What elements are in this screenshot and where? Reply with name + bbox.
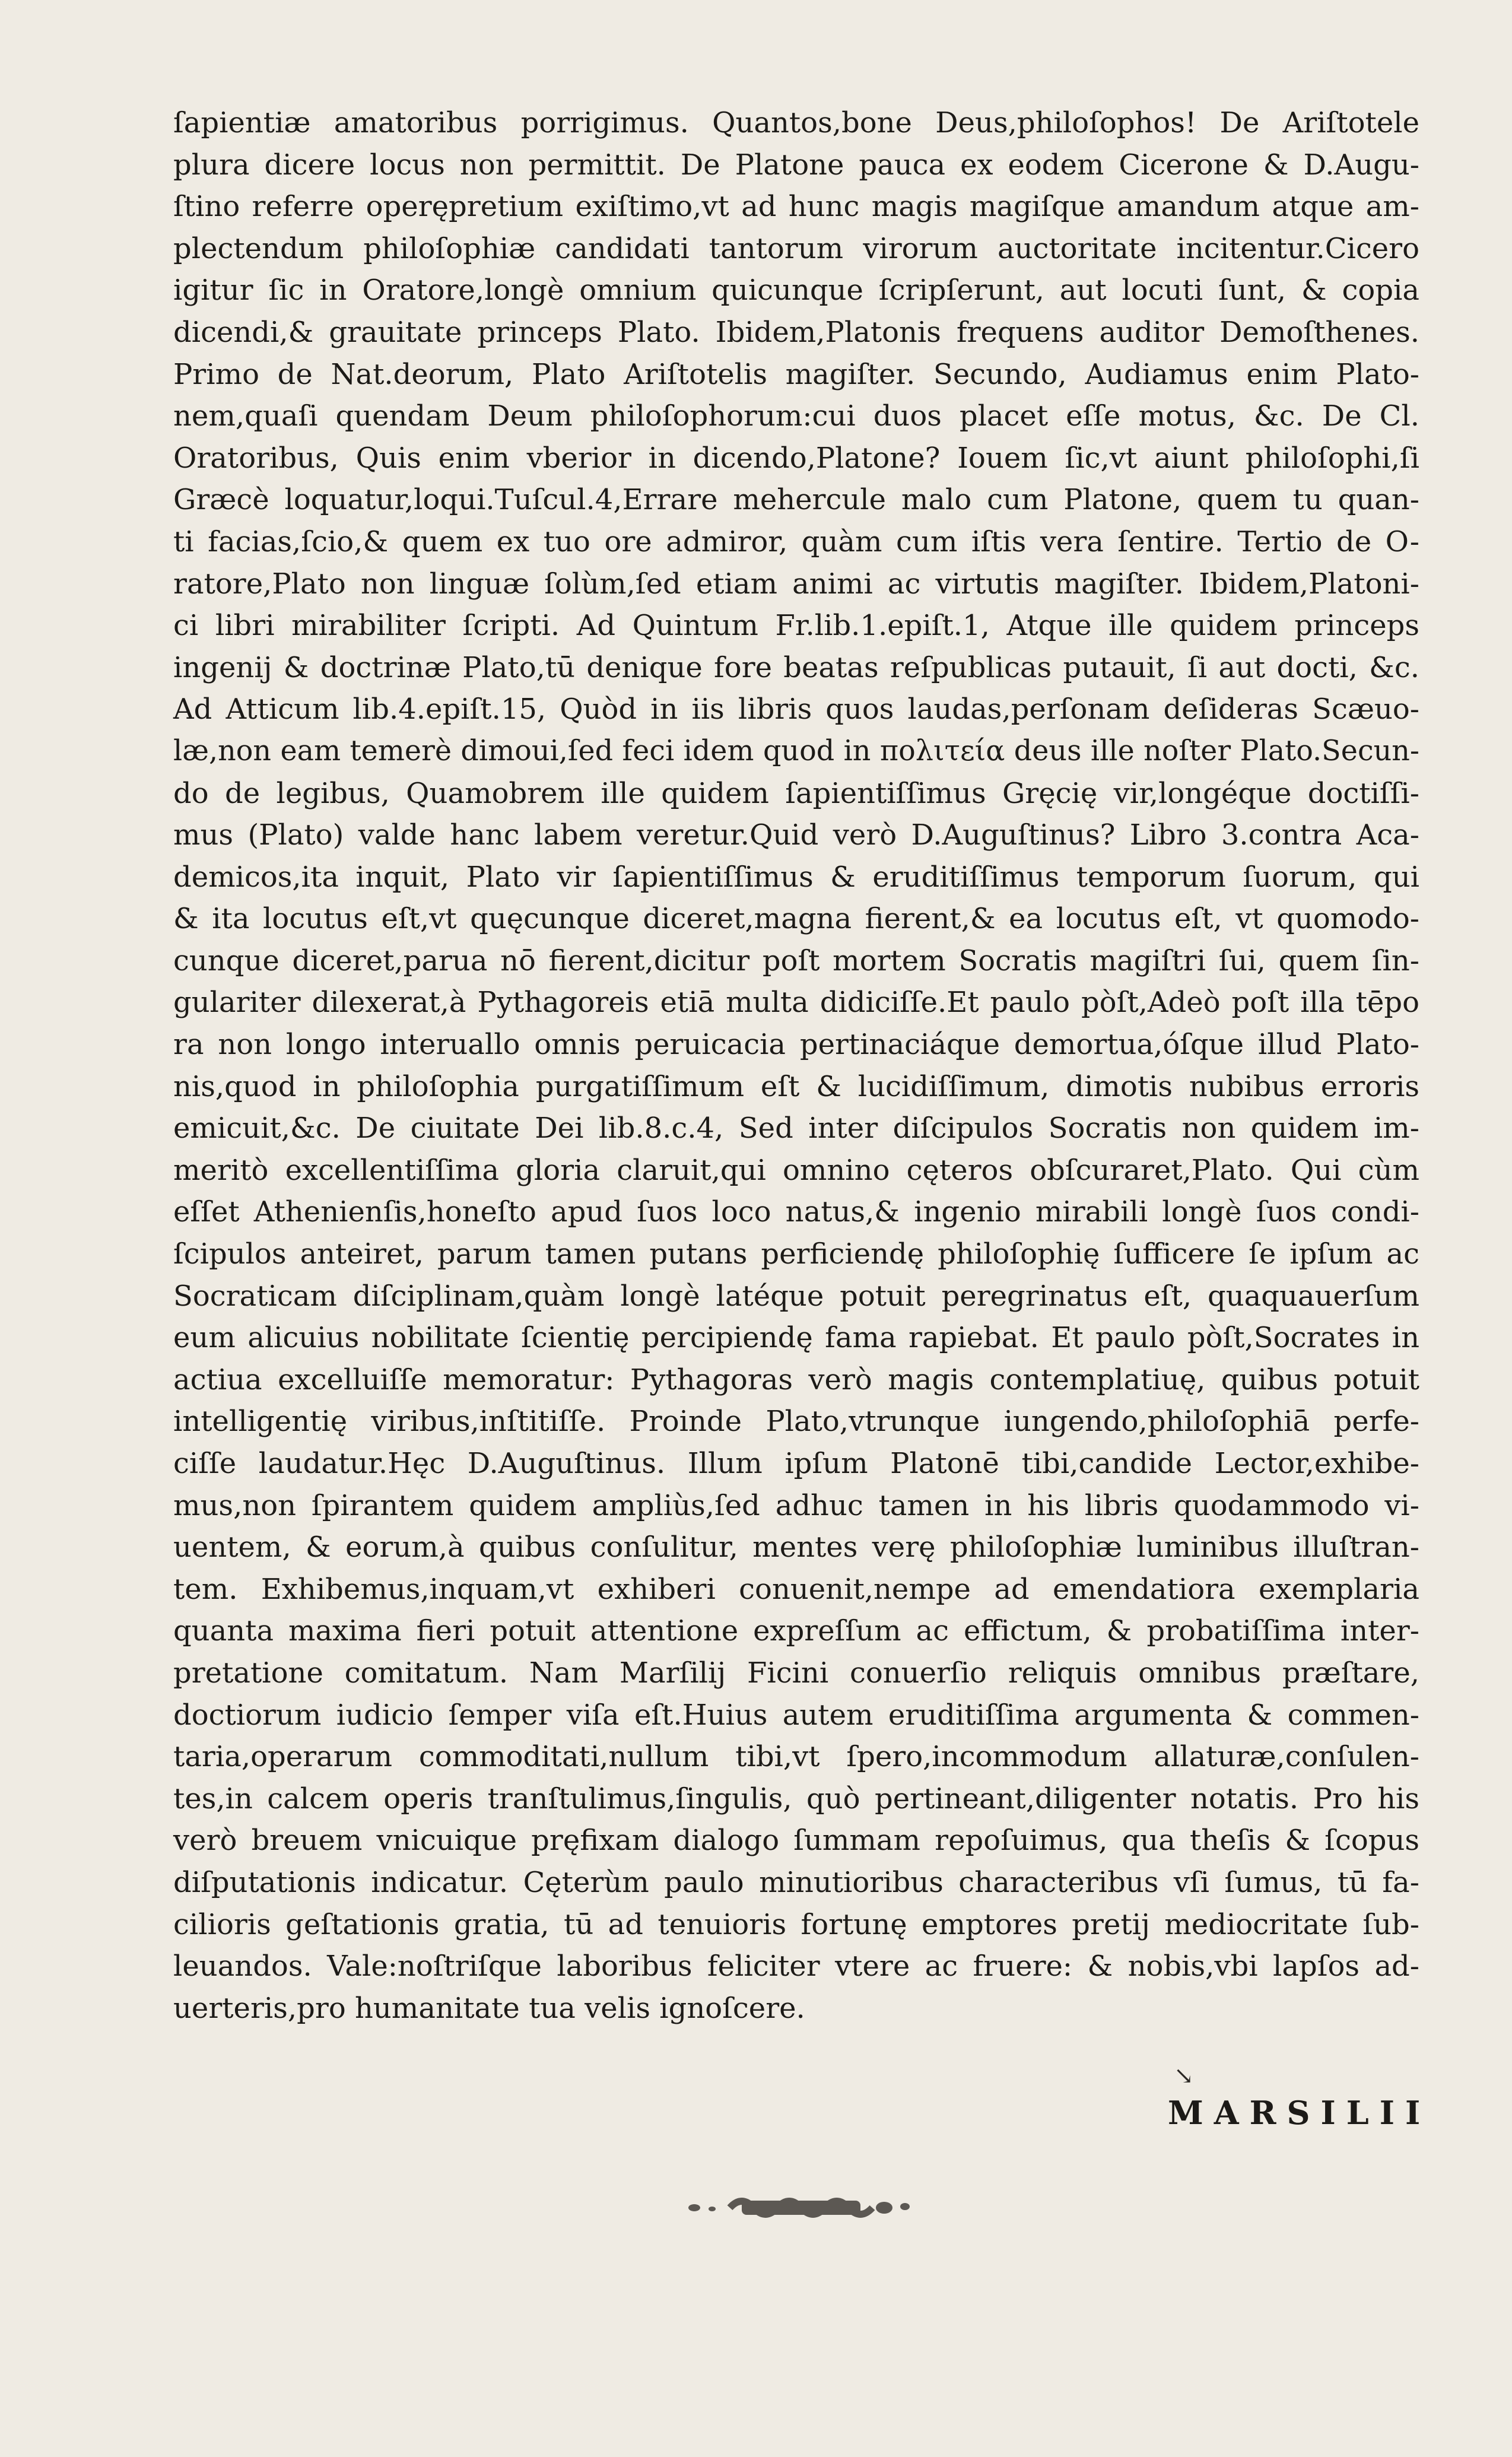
text-line: plura dicere locus non permittit. De Platone pauca ex eodem Cicerone & D.Augu- xyxy=(173,148,1419,182)
text-line: tes,in calcem operis tranſtulimus,ſingulis, quò pertineant,diligenter notatis. Pro his xyxy=(173,1782,1419,1815)
text-line: ſapientiæ amatoribus porrigimus. Quantos,bone Deus,philoſophos! De Ariſtotele xyxy=(173,106,1419,139)
text-line: do de legibus, Quamobrem ille quidem ſapientiſſimus Gręcię vir,longéque doctiſſi- xyxy=(173,776,1419,810)
text-line: ratore,Plato non linguæ ſolùm,ſed etiam animi ac virtutis magiſter. Ibidem,Platoni- xyxy=(173,567,1419,601)
text-line: ciſſe laudatur.Hęc D.Auguſtinus. Illum ipſum Platonē tibi,candide Lector,exhibe- xyxy=(173,1447,1419,1480)
text-line: tem. Exhibemus,inquam,vt exhiberi conuenit,nempe ad emendatiora exemplaria xyxy=(173,1572,1419,1606)
text-line: cunque diceret,parua nō fierent,dicitur poſt mortem Socratis magiſtri ſui, quem ſin- xyxy=(173,944,1419,977)
text-line: pretatione comitatum. Nam Marſilij Ficini conuerſio reliquis omnibus præſtare, xyxy=(173,1656,1419,1690)
text-line: mus (Plato) valde hanc labem veretur.Quid verò D.Auguſtinus? Libro 3.contra Aca- xyxy=(173,818,1419,852)
text-line: meritò excellentiſſima gloria claruit,qui omnino cęteros obſcuraret,Plato. Qui cùm xyxy=(173,1153,1419,1187)
text-line: uentem, & eorum,à quibus conſulitur, mentes verę philoſophiæ luminibus illuſtran- xyxy=(173,1531,1419,1564)
text-line: ingenij & doctrinæ Plato,tū denique fore beatas reſpublicas putauit, ſi aut docti, &c. xyxy=(173,650,1419,684)
text-line: demicos,ita inquit, Plato vir ſapientiſſimus & eruditiſſimus temporum ſuorum, qui xyxy=(173,860,1419,894)
text-line: læ,non eam temerè dimoui,ſed feci idem quod in πολιτεία deus ille noſter Plato.Secun- xyxy=(173,734,1419,767)
text-line: intelligentię viribus,inſtitiſſe. Proinde Plato,vtrunque iungendo,philoſophiā perfe- xyxy=(173,1405,1419,1439)
text-line: quanta maxima fieri potuit attentione expreſſum ac effictum, & probatiſſima inter- xyxy=(173,1614,1419,1648)
text-line: plectendum philoſophiæ candidati tantorum virorum auctoritate incitentur.Cicero xyxy=(173,231,1419,265)
text-line: & ita locutus eſt,vt quęcunque diceret,magna fierent,& ea locutus eſt, vt quomodo- xyxy=(173,902,1419,936)
text-line: Socraticam diſciplinam,quàm longè latéque potuit peregrinatus eſt, quaquauerſum xyxy=(173,1279,1419,1313)
text-line: actiua excelluiſſe memoratur: Pythagoras verò magis contemplatiuę, quibus potuit xyxy=(173,1363,1419,1396)
text-line: ti facias,ſcio,& quem ex tuo ore admiror, quàm cum iſtis vera ſentire. Tertio de O- xyxy=(173,525,1419,558)
text-line: Primo de Nat.deorum, Plato Ariſtotelis magiſter. Secundo, Audiamus enim Plato- xyxy=(173,357,1419,391)
catchword: MARSILII xyxy=(1168,2094,1431,2132)
line-end-mark: ↘ xyxy=(1174,2062,1194,2090)
text-line: dicendi,& grauitate princeps Plato. Ibidem,Platonis frequens auditor Demoſthenes. xyxy=(173,315,1419,349)
text-line: ſcipulos anteiret, parum tamen putans perficiendę philoſophię ſufficere ſe ipſum ac xyxy=(173,1237,1419,1271)
text-line: taria,operarum commoditati,nullum tibi,vt ſpero,incommodum allaturæ,conſulen- xyxy=(173,1740,1419,1774)
text-line: uerteris,pro humanitate tua velis ignoſcere. xyxy=(173,1991,805,2025)
text-line: leuandos. Vale:noſtriſque laboribus feliciter vtere ac fruere: & nobis,vbi lapſos ad- xyxy=(173,1950,1419,1983)
text-line: ci libri mirabiliter ſcripti. Ad Quintum Fr.lib.1.epiſt.1, Atque ille quidem princeps xyxy=(173,609,1419,643)
text-line: doctiorum iudicio ſemper viſa eſt.Huius autem eruditiſſima argumenta & commen- xyxy=(173,1698,1419,1732)
text-line: igitur ſic in Oratore,longè omnium quicunque ſcripſerunt, aut locuti ſunt, & copia xyxy=(173,274,1419,307)
text-line: Græcè loquatur,loqui.Tuſcul.4,Errare mehercule malo cum Platone, quem tu quan- xyxy=(173,483,1419,517)
text-line: ſtino referre operępretium exiſtimo,vt ad hunc magis magiſque amandum atque am- xyxy=(173,190,1419,224)
text-line: emicuit,&c. De ciuitate Dei lib.8.c.4, Sed inter diſcipulos Socratis non quidem im- xyxy=(173,1112,1419,1145)
text-line: eum alicuius nobilitate ſcientię percipiendę fama rapiebat. Et paulo pòſt,Socrates in xyxy=(173,1321,1419,1355)
body-text xyxy=(173,102,1419,2029)
text-line: nem,quaſi quendam Deum philoſophorum:cui duos placet eſſe motus, &c. De Cl. xyxy=(173,399,1419,433)
text-line: nis,quod in philoſophia purgatiſſimum eſt & lucidiſſimum, dimotis nubibus erroris xyxy=(173,1069,1419,1103)
text-line: diſputationis indicatur. Cęterùm paulo minutioribus characteribus vſi ſumus, tū fa- xyxy=(173,1865,1419,1899)
text-line: cilioris geſtationis gratia, tū ad tenuioris fortunę emptores pretij mediocritate ſub- xyxy=(173,1907,1419,1941)
text-line: ra non longo interuallo omnis peruicacia pertinaciáque demortua,óſque illud Plato- xyxy=(173,1028,1419,1062)
printer-ornament xyxy=(671,2190,932,2226)
text-line: verò breuem vnicuique pręfixam dialogo ſummam repoſuimus, qua theſis & ſcopus xyxy=(173,1824,1419,1858)
text-line: eſſet Athenienſis,honeſto apud ſuos loco natus,& ingenio mirabili longè ſuos condi- xyxy=(173,1195,1419,1229)
text-line: mus,non ſpirantem quidem ampliùs,ſed adhuc tamen in his libris quodammodo vi- xyxy=(173,1488,1419,1522)
text-line: gulariter dilexerat,à Pythagoreis etiā multa didiciſſe.Et paulo pòſt,Adeò poſt illa tēpo xyxy=(173,986,1419,1020)
text-line: Ad Atticum lib.4.epiſt.15, Quòd in iis libris quos laudas,perſonam deſideras Scæuo- xyxy=(173,693,1419,726)
text-line: Oratoribus, Quis enim vberior in dicendo,Platone? Iouem ſic,vt aiunt philoſophi,ſi xyxy=(173,441,1419,475)
